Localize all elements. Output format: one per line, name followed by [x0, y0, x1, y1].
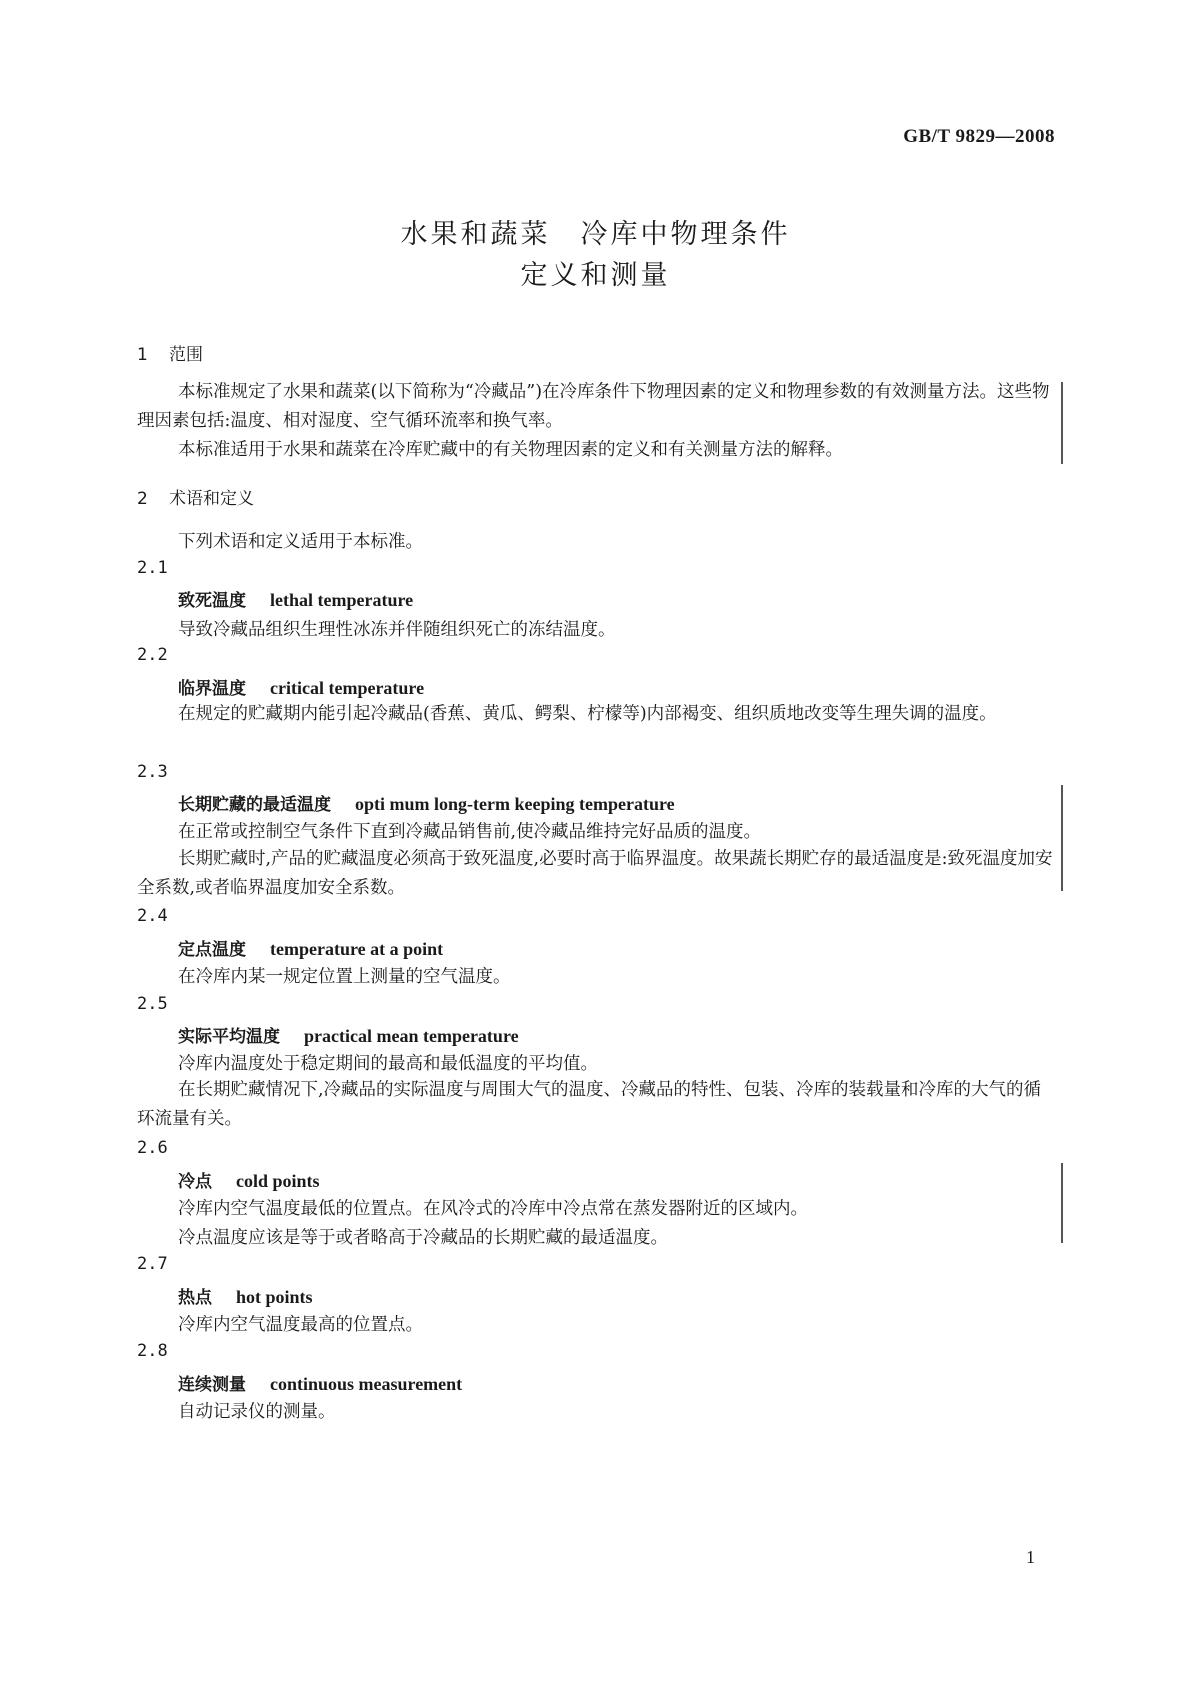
term-note: 冷点温度应该是等于或者略高于冷藏品的长期贮藏的最适温度。 — [178, 1228, 668, 1248]
section-1-paragraph-1: 本标准规定了水果和蔬菜(以下简称为“冷藏品”)在冷库条件下物理因素的定义和物理参数的有效测量方法。这些物理因素包括:温度、相对湿度、空气循环流率和换气率。 — [137, 382, 1050, 431]
term-heading — [178, 586, 413, 611]
standard-number: GB/T 9829—2008 — [903, 126, 1055, 147]
term-heading — [178, 935, 443, 960]
section-1-paragraph-2: 本标准适用于水果和蔬菜在冷库贮藏中的有关物理因素的定义和有关测量方法的解释。 — [178, 440, 843, 460]
section-1-heading — [137, 340, 203, 365]
term-english: lethal temperature — [270, 590, 414, 610]
term-chinese: 冷点 — [178, 1172, 212, 1192]
term-english: hot points — [236, 1287, 313, 1307]
term-english: critical temperature — [270, 678, 425, 698]
page-number: 1 — [1026, 1547, 1035, 1567]
term-definition: 冷库内空气温度最低的位置点。在风冷式的冷库中冷点常在蒸发器附近的区域内。 — [178, 1199, 808, 1219]
term-number: 2.2 — [137, 645, 168, 665]
term-chinese: 长期贮藏的最适温度 — [178, 795, 331, 815]
term-chinese: 临界温度 — [178, 679, 246, 699]
term-english: practical mean temperature — [304, 1026, 519, 1046]
term-number: 2.4 — [137, 906, 168, 926]
section-2-intro: 下列术语和定义适用于本标准。 — [178, 532, 423, 552]
term-definition: 冷库内温度处于稳定期间的最高和最低温度的平均值。 — [178, 1054, 598, 1074]
term-definition: 在规定的贮藏期内能引起冷藏品(香蕉、黄瓜、鳄梨、柠檬等)内部褐变、组织质地改变等生理失调的温度。 — [178, 704, 997, 724]
revision-bar — [1061, 1163, 1063, 1243]
term-number: 2.7 — [137, 1254, 168, 1274]
term-english: temperature at a point — [270, 939, 444, 959]
section-title: 范围 — [169, 345, 203, 365]
term-note: 在长期贮藏情况下,冷藏品的实际温度与周围大气的温度、冷藏品的特性、包装、冷库的装载量和冷库的大气的循环流量有关。 — [137, 1080, 1042, 1129]
term-chinese: 热点 — [178, 1288, 212, 1308]
term-english: cold points — [236, 1171, 320, 1191]
revision-bar — [1061, 382, 1063, 464]
term-heading — [178, 1370, 462, 1395]
term-english: continuous measurement — [270, 1374, 463, 1394]
term-heading — [178, 1022, 519, 1047]
section-number: 2 — [137, 489, 148, 509]
section-2-heading — [137, 484, 254, 509]
term-chinese: 实际平均温度 — [178, 1027, 280, 1047]
term-chinese: 致死温度 — [178, 591, 246, 611]
term-number: 2.1 — [137, 558, 168, 578]
term-heading — [178, 1167, 320, 1192]
document-title-line2: 定义和测量 — [520, 260, 671, 291]
term-definition: 冷库内空气温度最高的位置点。 — [178, 1315, 423, 1335]
section-title: 术语和定义 — [169, 489, 254, 509]
term-heading — [178, 674, 424, 699]
term-number: 2.3 — [137, 762, 168, 782]
term-definition: 自动记录仪的测量。 — [178, 1402, 336, 1422]
term-number: 2.6 — [137, 1138, 168, 1158]
term-definition: 在冷库内某一规定位置上测量的空气温度。 — [178, 967, 511, 987]
revision-bar — [1061, 785, 1063, 891]
term-chinese: 连续测量 — [178, 1375, 246, 1395]
term-chinese: 定点温度 — [178, 940, 246, 960]
term-number: 2.5 — [137, 994, 168, 1014]
term-number: 2.8 — [137, 1341, 168, 1361]
document-title-line1: 水果和蔬菜 冷库中物理条件 — [400, 219, 791, 250]
term-heading — [178, 1283, 313, 1308]
section-number: 1 — [137, 345, 148, 365]
term-english: opti mum long-term keeping temperature — [355, 794, 675, 814]
term-definition: 导致冷藏品组织生理性冰冻并伴随组织死亡的冻结温度。 — [178, 620, 616, 640]
term-note: 长期贮藏时,产品的贮藏温度必须高于致死温度,必要时高于临界温度。故果蔬长期贮存的最适温度是:致死温度加安全系数,或者临界温度加安全系数。 — [137, 849, 1053, 898]
term-heading — [178, 790, 675, 815]
term-definition: 在正常或控制空气条件下直到冷藏品销售前,使冷藏品维持完好品质的温度。 — [178, 822, 762, 842]
